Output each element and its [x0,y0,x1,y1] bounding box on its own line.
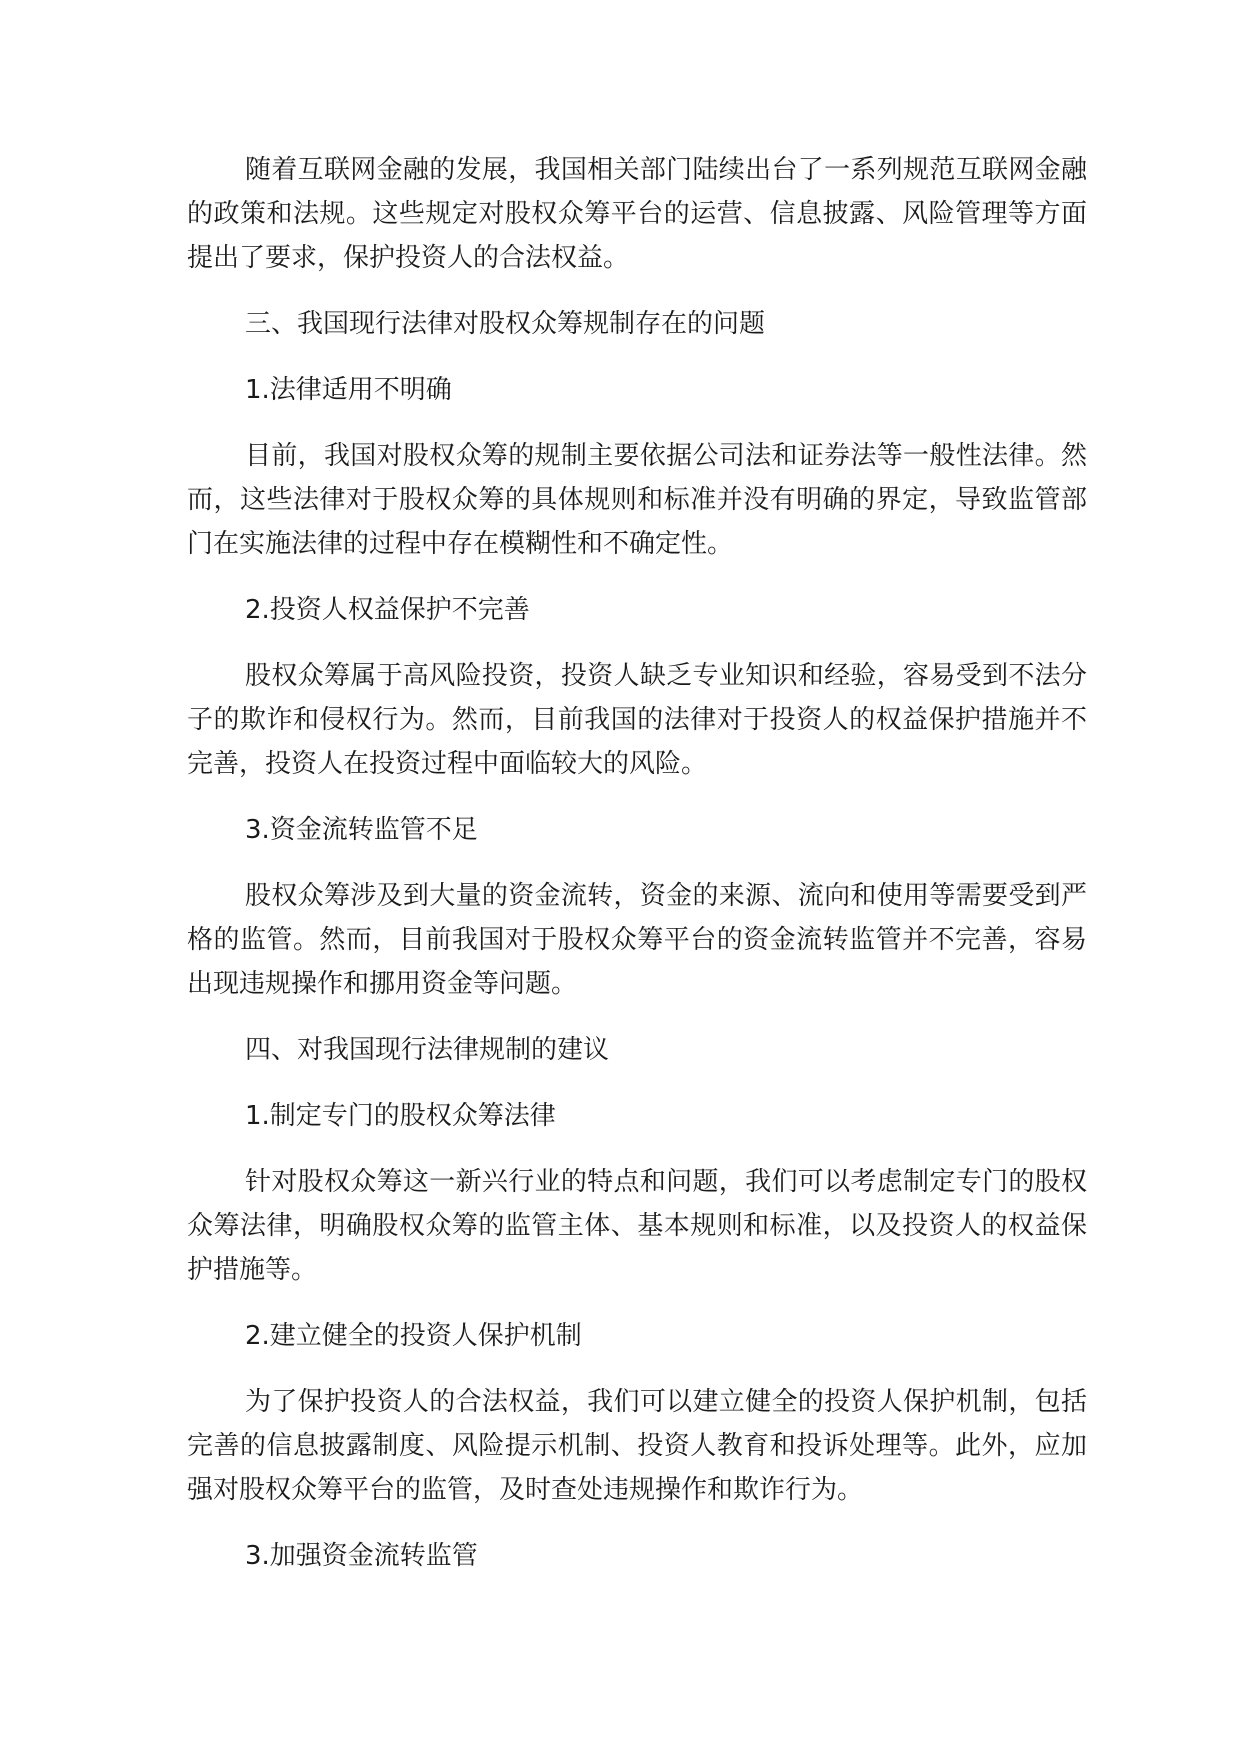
paragraph: 随着互联网金融的发展，我国相关部门陆续出台了一系列规范互联网金融的政策和法规。这些规定对股权众筹平台的运营、信息披露、风险管理等方面提出了要求，保护投资人的合法权益。 [187,155,1087,273]
paragraph: 股权众筹涉及到大量的资金流转，资金的来源、流向和使用等需要受到严格的监管。然而，目前我国对于股权众筹平台的资金流转监管并不完善，容易出现违规操作和挪用资金等问题。 [187,881,1087,999]
paragraph: 股权众筹属于高风险投资，投资人缺乏专业知识和经验，容易受到不法分子的欺诈和侵权行为。然而，目前我国的法律对于投资人的权益保护措施并不完善，投资人在投资过程中面临较大的风险。 [187,661,1087,779]
subsection-heading: 2.建立健全的投资人保护机制 [245,1321,582,1351]
paragraph: 为了保护投资人的合法权益，我们可以建立健全的投资人保护机制，包括完善的信息披露制度、风险提示机制、投资人教育和投诉处理等。此外，应加强对股权众筹平台的监管，及时查处违规操作和欺诈行为。 [187,1387,1087,1505]
subsection-heading: 1.法律适用不明确 [245,375,452,405]
document-body [187,148,1087,1600]
paragraph: 目前，我国对股权众筹的规制主要依据公司法和证券法等一般性法律。然而，这些法律对于股权众筹的具体规则和标准并没有明确的界定，导致监管部门在实施法律的过程中存在模糊性和不确定性。 [187,441,1087,559]
subsection-heading: 3.资金流转监管不足 [245,815,478,845]
section-heading: 三、我国现行法律对股权众筹规制存在的问题 [245,309,766,339]
subsection-heading: 1.制定专门的股权众筹法律 [245,1101,556,1131]
paragraph: 针对股权众筹这一新兴行业的特点和问题，我们可以考虑制定专门的股权众筹法律，明确股权众筹的监管主体、基本规则和标准，以及投资人的权益保护措施等。 [187,1167,1087,1285]
subsection-heading: 2.投资人权益保护不完善 [245,595,530,625]
subsection-heading: 3.加强资金流转监管 [245,1541,478,1571]
section-heading: 四、对我国现行法律规制的建议 [245,1035,610,1065]
